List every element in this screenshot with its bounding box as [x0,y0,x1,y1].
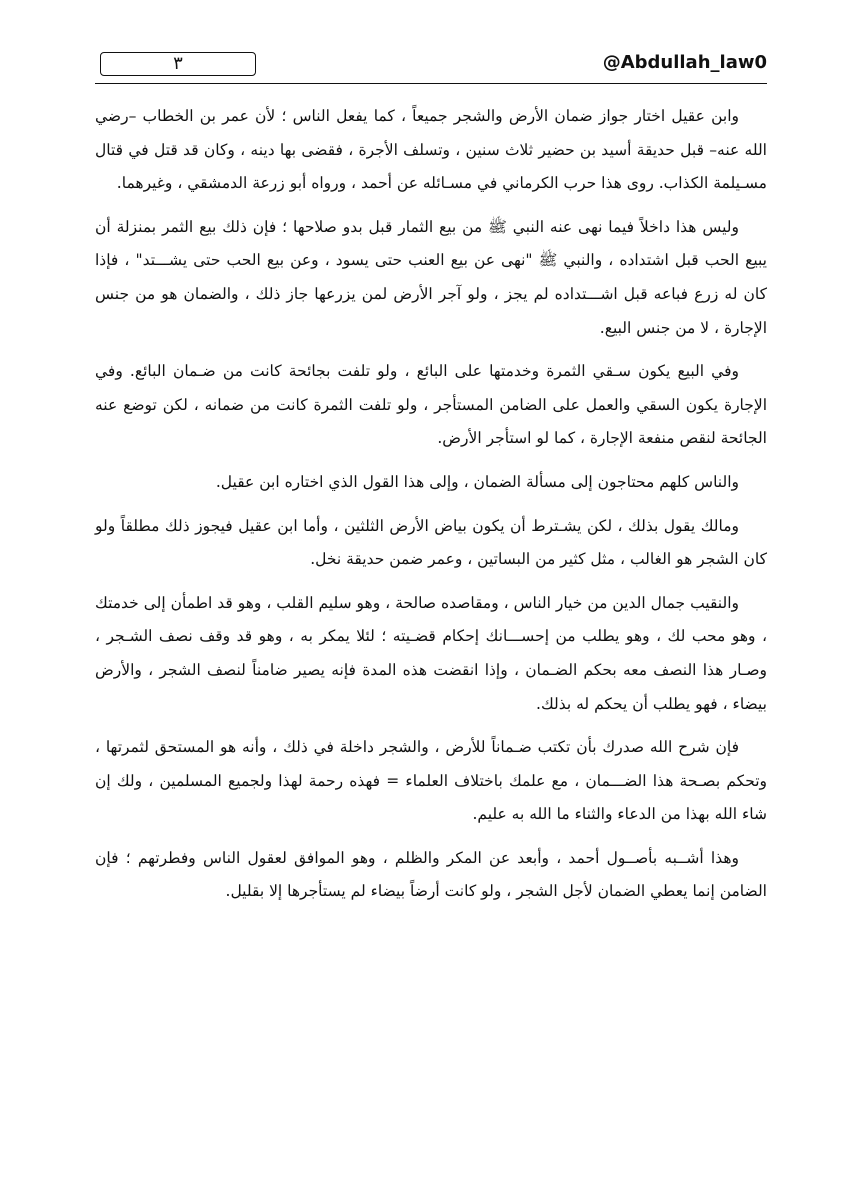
paragraph: وليس هذا داخلاً فيما نهى عنه النبي ﷺ من بيع الثمار قبل بدو صلاحها ؛ فإن ذلك بيع الثمر بمنزلة أن يبيع الحب قبل اشتداده ، والنبي ﷺ "نهى عن بيع العنب حتى يسود ، وعن بيع الحب حتى يشـــتد" ، فإذا كان له زرع فباعه قبل اشـــتداده لم يجز ، ولو آجر الأرض لمن يزرعها جاز ذلك ، والضمان هو من جنس الإجارة ، لا من جنس البيع. [95,217,767,337]
page-header [95,40,767,84]
header-rule [95,83,767,84]
paragraph: فإن شرح الله صدرك بأن تكتب ضـماناً للأرض ، والشجر داخلة في ذلك ، وأنه هو المستحق لثمرتها ، وتحكم بصـحة هذا الضـــمان ، مع علمك باختلاف العلماء = فهذه رحمة لهذا ولجميع المسلمين ، ولك إن شاء الله بهذا من الدعاء والثناء ما الله به عليم. [95,738,767,824]
paragraph: وهذا أشــبه بأصــول أحمد ، وأبعد عن المكر والظلم ، وهو الموافق لعقول الناس وفطرتهم ؛ فإن الضامن إنما يعطي الضمان لأجل الشجر ، ولو كانت أرضاً بيضاء لم يستأجرها إلا بقليل. [95,848,767,901]
paragraph: والناس كلهم محتاجون إلى مسألة الضمان ، وإلى هذا القول الذي اختاره ابن عقيل. [215,472,739,491]
paragraph: ومالك يقول بذلك ، لكن يشـترط أن يكون بياض الأرض الثلثين ، وأما ابن عقيل فيجوز ذلك مطلقاً ولو كان الشجر هو الغالب ، مثل كثير من البساتين ، وعمر ضمن حديقة نخل. [95,516,767,569]
paragraph: وفي البيع يكون سـقي الثمرة وخدمتها على البائع ، ولو تلفت بجائحة كانت من ضـمان البائع. وفي الإجارة يكون السقي والعمل على الضامن المستأجر ، ولو تلفت الثمرة كانت من ضمانه ، لكن توضع عنه الجائحة لنقص منفعة الإجارة ، كما لو استأجر الأرض. [95,362,767,448]
page-number: ٣ [100,52,256,76]
page-body [95,100,767,919]
paragraph: وابن عقيل اختار جواز ضمان الأرض والشجر جميعاً ، كما يفعل الناس ؛ لأن عمر بن الخطاب –رضي الله عنه– قبل حديقة أسيد بن حضير ثلاث سنين ، وتسلف الأجرة ، فقضى بها دينه ، وكان قد قتل في قتال مسـيلمة الكذاب. روى هذا حرب الكرماني في مسـائله عن أحمد ، ورواه أبو زرعة الدمشقي ، وغيرهما. [95,107,767,193]
author-handle: @Abdullah_law0 [602,52,767,73]
paragraph: والنقيب جمال الدين من خيار الناس ، ومقاصده صالحة ، وهو سليم القلب ، وهو قد اطمأن إلى خدمتك ، وهو محب لك ، وهو يطلب من إحســـانك إحكام قضـيته ؛ لئلا يمكر به ، وهو قد وقف نصف الشـجر ، وصـار هذا النصف معه بحكم الضـمان ، وإذا انقضت هذه المدة فإنه يصير ضامناً لنصف الشجر ، والأرض بيضاء ، فهو يطلب أن يحكم له بذلك. [95,593,767,713]
